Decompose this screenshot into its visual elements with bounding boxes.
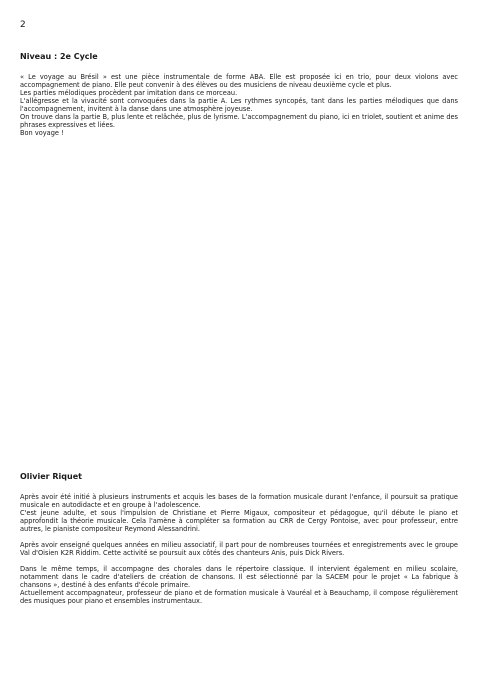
paragraph: Dans le même temps, il accompagne des chorales dans le répertoire classique. Il intervient également en milieu scolaire, notamment dans le cadre d'ateliers de création de chansons. Il est sélectionné par la SACEM pour le projet « La fabrique à chansons », destiné à des enfants d'école primaire. bbox=[20, 565, 458, 589]
paragraph: Après avoir enseigné quelques années en milieu associatif, il part pour de nombreuses tournées et enregistrements avec le groupe Val d'Oisien K2R Riddim. Cette activité se poursuit aux côtés des chanteurs Anis, puis Dick Rivers. bbox=[20, 541, 458, 557]
section-title-biography: Olivier Riquet bbox=[20, 472, 82, 481]
section-biography bbox=[20, 472, 458, 605]
section-title-niveau: Niveau : 2e Cycle bbox=[20, 52, 98, 61]
paragraph: On trouve dans la partie B, plus lente et relâchée, plus de lyrisme. L'accompagnement du piano, ici en triolet, soutient et anime des phrases expressives et liées. bbox=[20, 113, 458, 129]
paragraph: L'allégresse et la vivacité sont convoquées dans la partie A. Les rythmes syncopés, tant dans les parties mélodiques que dans l'accompagnement, invitent à la danse dans une atmosphère joyeuse. bbox=[20, 97, 458, 113]
paragraph-gap bbox=[20, 557, 458, 565]
paragraph-gap bbox=[20, 533, 458, 541]
paragraph: Les parties mélodiques procèdent par imitation dans ce morceau. bbox=[20, 89, 238, 97]
section-niveau bbox=[20, 52, 458, 137]
page-number: 2 bbox=[20, 20, 26, 30]
paragraph: Actuellement accompagnateur, professeur de piano et de formation musicale à Vauréal et à Beauchamp, il compose régulièrement des musiques pour piano et ensembles instrumentaux. bbox=[20, 589, 458, 605]
paragraph: Après avoir été initié à plusieurs instruments et acquis les bases de la formation musicale durant l'enfance, il poursuit sa pratique musicale en autodidacte et en groupe à l'adolescence. bbox=[20, 493, 458, 509]
paragraph: Bon voyage ! bbox=[20, 129, 64, 137]
paragraph: C'est jeune adulte, et sous l'impulsion de Christiane et Pierre Migaux, compositeur et pédagogue, qu'il débute le piano et approfondit la théorie musicale. Cela l'amène à compléter sa formation au CRR de Cergy Pontoise, avec pour professeur, entre autres, le pianiste compositeur Reymond Alessandrini. bbox=[20, 509, 458, 533]
paragraph: « Le voyage au Brésil » est une pièce instrumentale de forme ABA. Elle est proposée ici en trio, pour deux violons avec accompagnement de piano. Elle peut convenir à des élèves ou des musiciens de niveau deuxième cycle et plus. bbox=[20, 73, 458, 89]
